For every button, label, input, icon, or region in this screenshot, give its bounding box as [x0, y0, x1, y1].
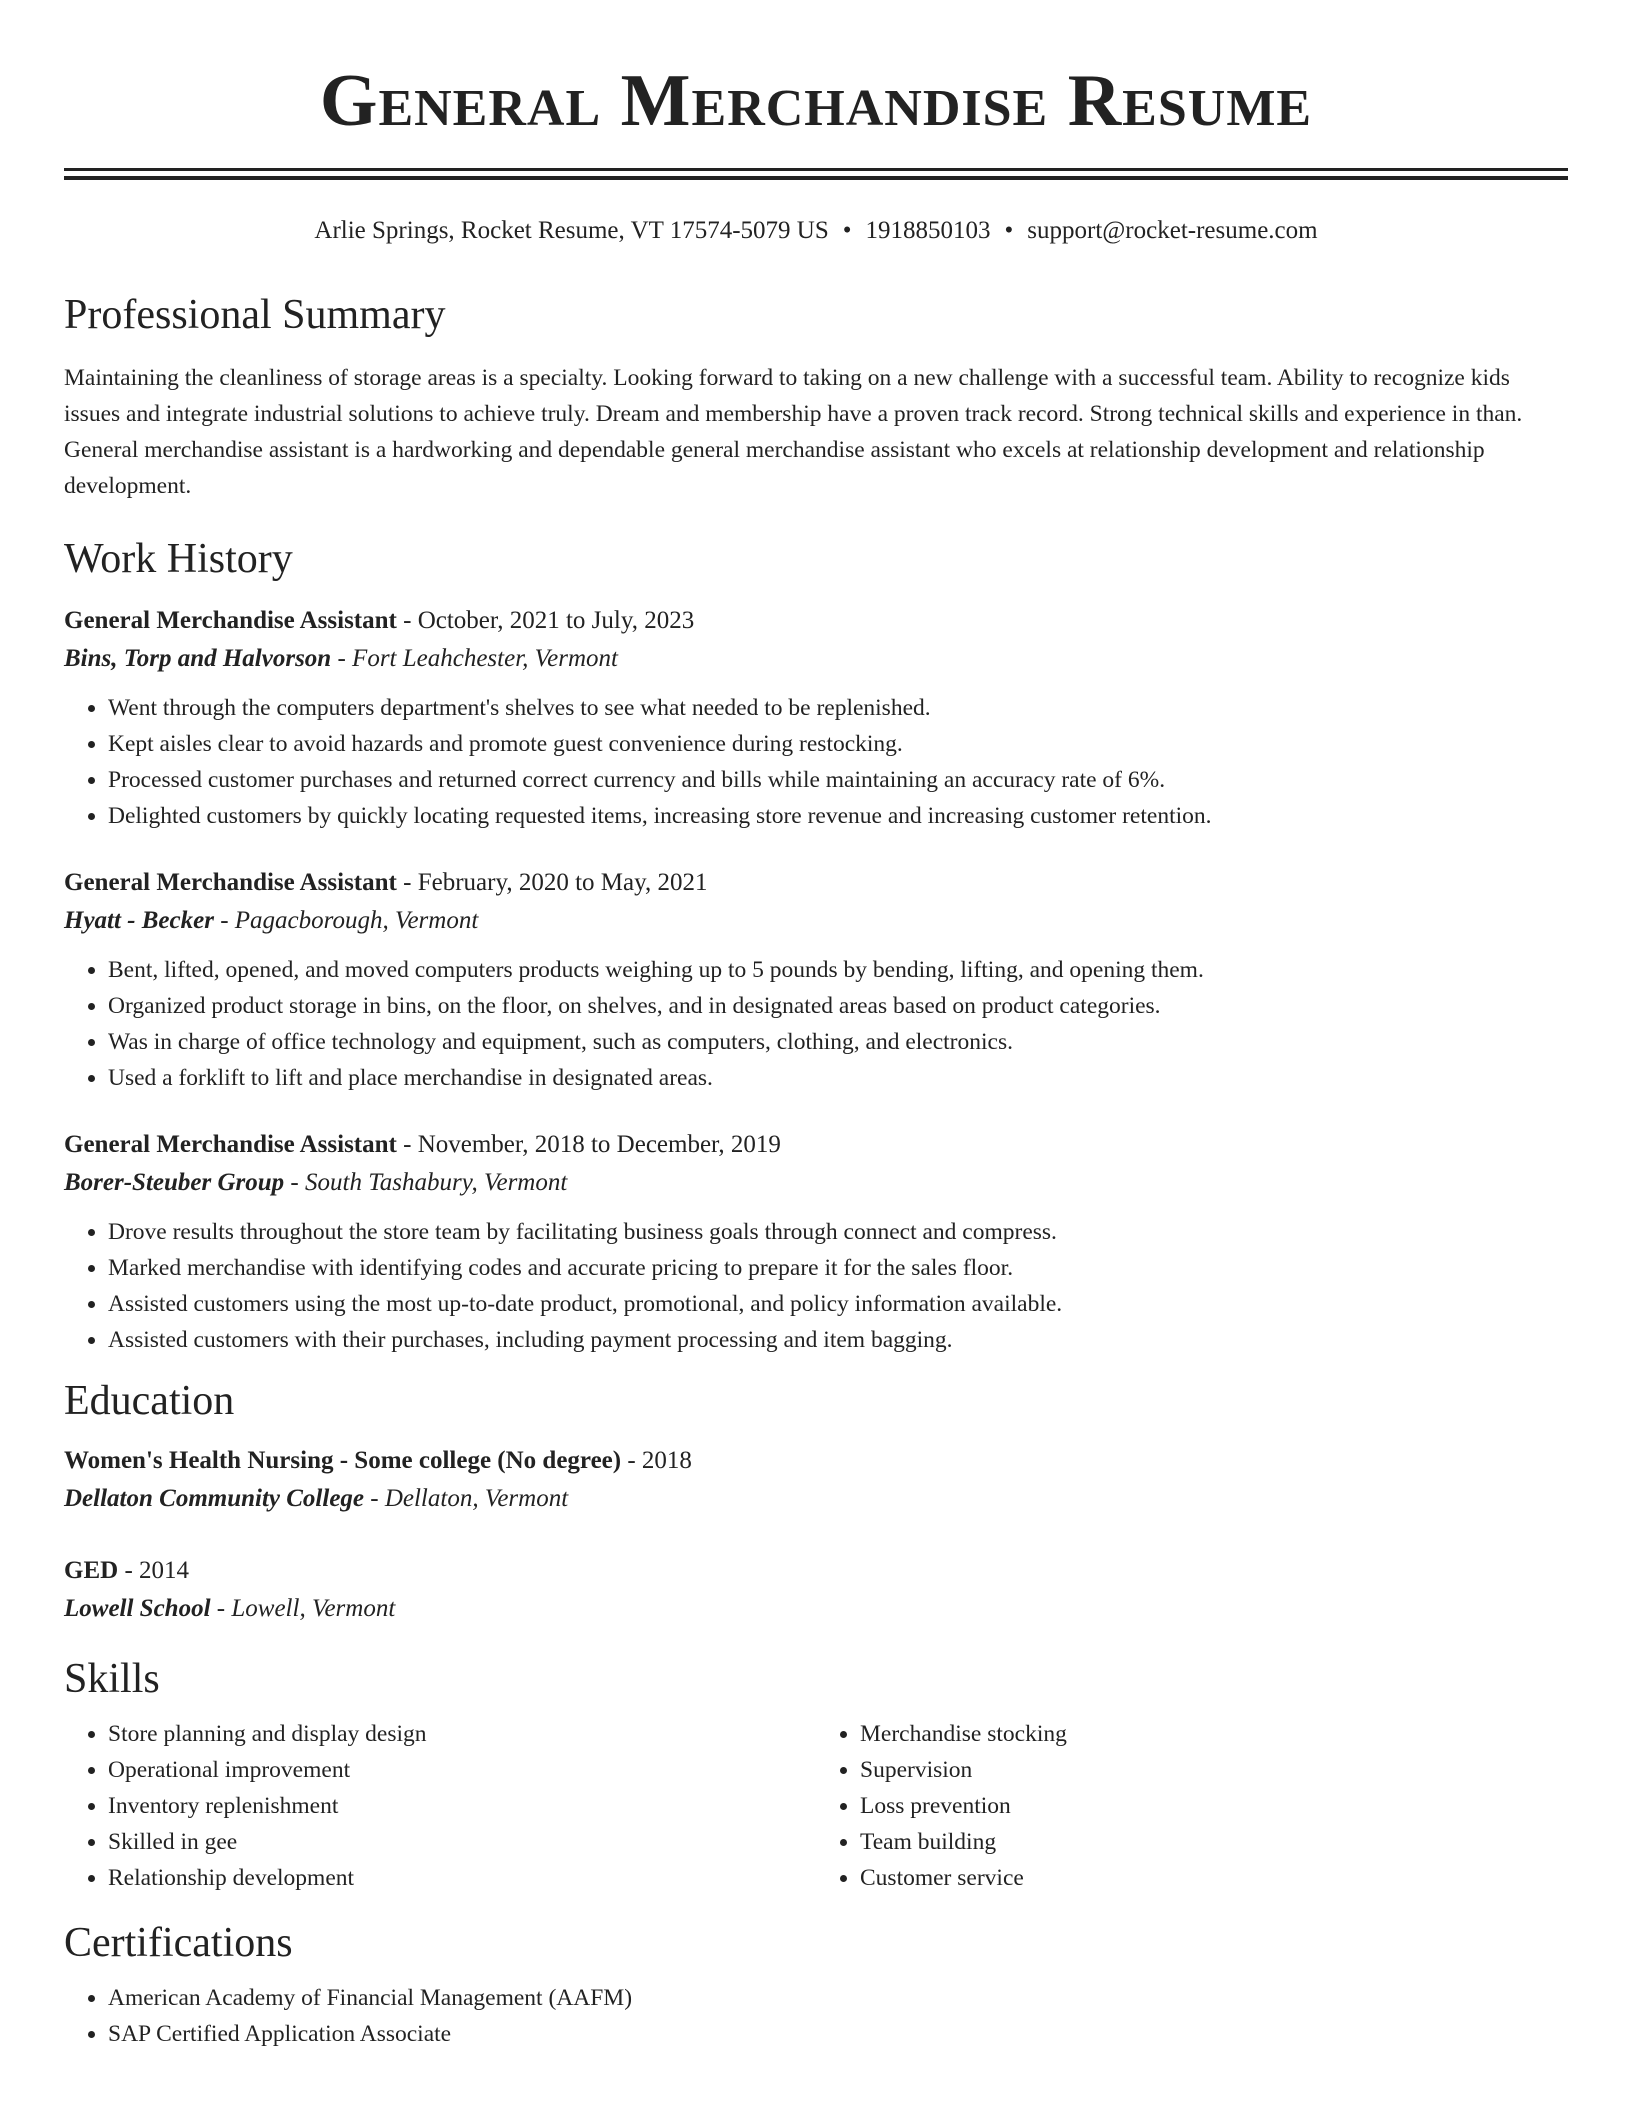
certifications-list — [64, 1980, 1568, 2052]
job-bullet: • Delighted customers by quickly locating requested items, increasing store revenue and increasing customer retention. — [108, 798, 1568, 834]
job-bullet: • Marked merchandise with identifying codes and accurate pricing to prepare it for the sales floor. — [108, 1250, 1568, 1286]
job-dates: - November, 2018 to December, 2019 — [396, 1131, 781, 1158]
job-entry — [64, 864, 1568, 1096]
contact-separator: • — [1004, 217, 1014, 244]
degree-year: - 2014 — [118, 1557, 190, 1584]
skill-item: • Skilled in gee — [108, 1824, 816, 1860]
skill-item: • Team building — [860, 1824, 1568, 1860]
degree-line — [64, 1552, 1568, 1590]
job-title-line — [64, 864, 1568, 902]
company-name: Borer-Steuber Group — [64, 1169, 285, 1196]
school-location: - Dellaton, Vermont — [364, 1485, 569, 1512]
contact-address: Arlie Springs, Rocket Resume, VT 17574-5079 US — [314, 217, 829, 244]
job-dates: - October, 2021 to July, 2023 — [396, 607, 695, 634]
school-line — [64, 1480, 1568, 1518]
company-name: Bins, Torp and Halvorson — [64, 645, 332, 672]
skill-item: • Merchandise stocking — [860, 1716, 1568, 1752]
skill-item: • Inventory replenishment — [108, 1788, 816, 1824]
summary-text: Maintaining the cleanliness of storage areas is a specialty. Looking forward to taking on a new challenge with a successful team. Ability to recognize kids issues and integrate industrial solutions to achieve truly. Dream and membership have a proven track record. Strong technical skills and experience in than. General merchandise assistant is a hardworking and dependable general merchandise assistant who excels at relationship development and relationship development. — [64, 365, 1523, 499]
resume-title: General Merchandise Resume — [319, 60, 1313, 142]
school-line — [64, 1590, 1568, 1628]
company-location: - Fort Leahchester, Vermont — [331, 645, 618, 672]
school-location: - Lowell, Vermont — [210, 1595, 396, 1622]
skills-right-column — [816, 1716, 1568, 1896]
skill-item: • Loss prevention — [860, 1788, 1568, 1824]
education-entry — [64, 1552, 1568, 1628]
work-history-heading: Work History — [64, 536, 293, 582]
summary-heading: Professional Summary — [64, 292, 446, 338]
job-title-line — [64, 602, 1568, 640]
contact-separator: • — [842, 217, 852, 244]
certification-item: • SAP Certified Application Associate — [108, 2016, 1568, 2052]
contact-phone: 1918850103 — [865, 217, 991, 244]
job-dates: - February, 2020 to May, 2021 — [396, 869, 708, 896]
skills-left-column — [64, 1716, 816, 1896]
job-title: General Merchandise Assistant — [64, 607, 397, 634]
job-bullet: • Assisted customers with their purchases, including payment processing and item bagging. — [108, 1322, 1568, 1358]
company-name: Hyatt - Becker — [64, 907, 214, 934]
job-bullet: • Went through the computers department's shelves to see what needed to be replenished. — [108, 690, 1568, 726]
skill-item: • Operational improvement — [108, 1752, 816, 1788]
job-bullet: • Organized product storage in bins, on the floor, on shelves, and in designated areas based on product categories. — [108, 988, 1568, 1024]
skill-item: • Customer service — [860, 1860, 1568, 1896]
education-heading: Education — [64, 1378, 235, 1424]
job-title: General Merchandise Assistant — [64, 1131, 397, 1158]
job-bullet: • Drove results throughout the store team by facilitating business goals through connect and compress. — [108, 1214, 1568, 1250]
job-bullets — [64, 952, 1568, 1096]
job-title-line — [64, 1126, 1568, 1164]
degree-name: Women's Health Nursing - Some college (No degree) — [64, 1447, 622, 1474]
skill-item: • Supervision — [860, 1752, 1568, 1788]
job-entry — [64, 602, 1568, 834]
company-line — [64, 902, 1568, 940]
skills-columns — [64, 1716, 1568, 1896]
job-bullet: • Processed customer purchases and returned correct currency and bills while maintaining an accuracy rate of 6%. — [108, 762, 1568, 798]
job-bullet: • Used a forklift to lift and place merchandise in designated areas. — [108, 1060, 1568, 1096]
company-location: - South Tashabury, Vermont — [284, 1169, 568, 1196]
title-divider — [64, 168, 1568, 180]
job-bullet: • Was in charge of office technology and equipment, such as computers, clothing, and electronics. — [108, 1024, 1568, 1060]
school-name: Dellaton Community College — [64, 1485, 365, 1512]
company-line — [64, 1164, 1568, 1202]
company-location: - Pagacborough, Vermont — [213, 907, 479, 934]
education-entry — [64, 1442, 1568, 1518]
job-bullet: • Kept aisles clear to avoid hazards and promote guest convenience during restocking. — [108, 726, 1568, 762]
school-name: Lowell School — [64, 1595, 211, 1622]
job-bullet: • Bent, lifted, opened, and moved computers products weighing up to 5 pounds by bending, lifting, and opening them. — [108, 952, 1568, 988]
degree-year: - 2018 — [621, 1447, 692, 1474]
skill-item: • Relationship development — [108, 1860, 816, 1896]
job-title: General Merchandise Assistant — [64, 869, 397, 896]
degree-name: GED — [64, 1557, 119, 1584]
skill-item: • Store planning and display design — [108, 1716, 816, 1752]
job-bullets — [64, 690, 1568, 834]
skills-heading: Skills — [64, 1656, 160, 1702]
job-bullet: • Assisted customers using the most up-to-date product, promotional, and policy information available. — [108, 1286, 1568, 1322]
job-bullets — [64, 1214, 1568, 1358]
certifications-heading: Certifications — [64, 1920, 293, 1966]
company-line — [64, 640, 1568, 678]
degree-line — [64, 1442, 1568, 1480]
contact-line — [64, 216, 1568, 246]
job-entry — [64, 1126, 1568, 1358]
certification-item: • American Academy of Financial Management (AAFM) — [108, 1980, 1568, 2016]
contact-email: support@rocket-resume.com — [1027, 217, 1318, 244]
